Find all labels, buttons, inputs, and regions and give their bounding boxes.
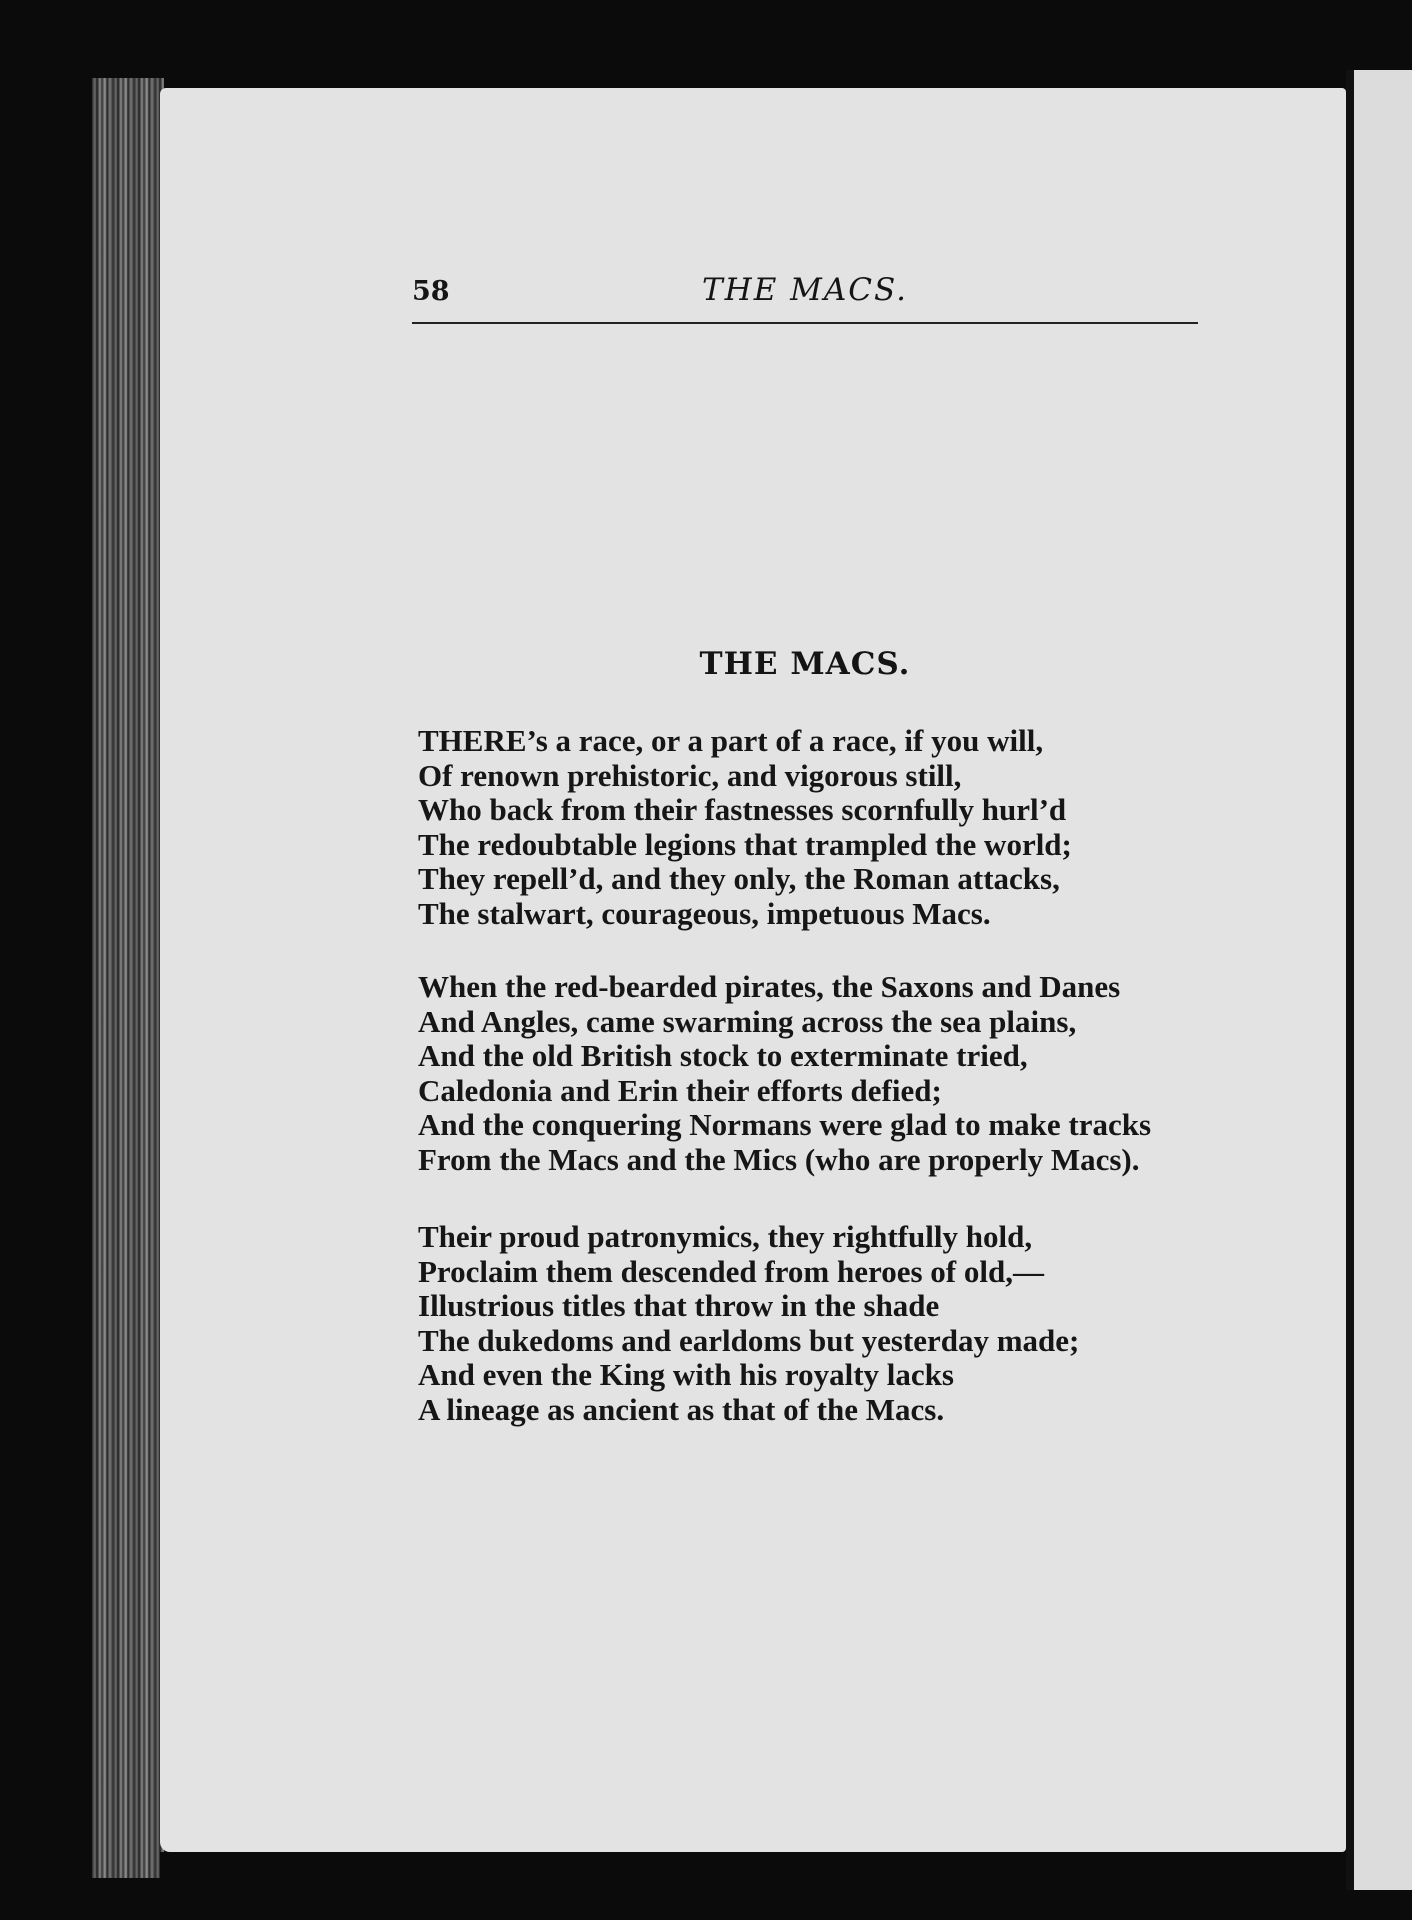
running-title: THE MACS.: [701, 272, 909, 308]
poem-line: And even the King with his royalty lacks: [418, 1357, 954, 1393]
page-number: 58: [412, 276, 450, 307]
poem-line: The dukedoms and earldoms but yesterday made;: [418, 1322, 1080, 1358]
page-bottom-shadow: [160, 1852, 1346, 1920]
poem-line: And the conquering Normans were glad to make tracks: [418, 1107, 1152, 1143]
poem-line: When the red-bearded pirates, the Saxons and Danes: [418, 969, 1121, 1004]
poem-line: They repell’d, and they only, the Roman attacks,: [418, 861, 1060, 897]
poem-line: The redoubtable legions that trampled the world;: [418, 826, 1072, 862]
poem-line: Illustrious titles that throw in the shade: [418, 1288, 940, 1324]
poem-line: And Angles, came swarming across the sea plains,: [418, 1003, 1077, 1039]
poem-line: Caledonia and Erin their efforts defied;: [418, 1072, 942, 1108]
poem-line: Their proud patronymics, they rightfully hold,: [418, 1219, 1033, 1254]
poem-line: From the Macs and the Mics (who are properly Macs).: [418, 1141, 1140, 1177]
stanza-2: [418, 970, 1218, 1178]
poem-line: A lineage as ancient as that of the Macs.: [418, 1391, 945, 1427]
stanza-3: [418, 1220, 1218, 1428]
poem-line: The stalwart, courageous, impetuous Macs.: [418, 895, 991, 931]
poem-line: Who back from their fastnesses scornfully hurl’d: [418, 792, 1067, 828]
facing-page-sliver: [1354, 70, 1412, 1890]
poem-line: And the old British stock to exterminate tried,: [418, 1038, 1028, 1074]
book-binding-edge: [92, 78, 164, 1878]
poem-line: Proclaim them descended from heroes of old,—: [418, 1253, 1044, 1289]
stanza-1: [418, 724, 1218, 932]
poem-line: THERE’s a race, or a part of a race, if you will,: [418, 723, 1044, 758]
running-head: [412, 270, 1198, 324]
poem-title: THE MACS.: [699, 646, 911, 682]
poem-line: Of renown prehistoric, and vigorous still,: [418, 757, 962, 793]
facing-page-gutter: [1346, 70, 1354, 1890]
